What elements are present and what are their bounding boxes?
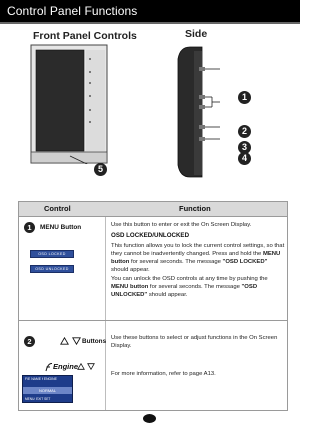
f-engine-logo-icon bbox=[45, 362, 53, 372]
osd-unlocked-image: OSD UNLOCKED bbox=[30, 265, 74, 273]
callout-5: 5 bbox=[94, 163, 107, 176]
callout-4: 4 bbox=[238, 152, 251, 165]
menu-thumb-mode: NORMAL bbox=[23, 387, 72, 394]
front-panel-illustration bbox=[30, 44, 108, 164]
menu-button-intro: Use this button to enter or exit the On Screen Display. bbox=[111, 222, 252, 228]
side-panel-illustration bbox=[172, 45, 230, 180]
page-marker bbox=[143, 414, 156, 423]
engine-up-triangle-icon bbox=[77, 363, 85, 370]
menu-button-label: MENU Button bbox=[40, 224, 82, 231]
down-triangle-icon bbox=[72, 337, 81, 345]
function-column-header: Function bbox=[179, 204, 211, 213]
row-number-2: 2 bbox=[24, 336, 35, 347]
menu-thumb-header: F/E NAME f ENGINE bbox=[25, 377, 57, 381]
osd-lock-subhead: OSD LOCKED/UNLOCKED bbox=[111, 232, 190, 239]
up-triangle-icon bbox=[60, 337, 69, 345]
front-panel-title: Front Panel Controls bbox=[33, 30, 137, 42]
header-rule bbox=[0, 22, 300, 24]
page-title: Control Panel Functions bbox=[7, 4, 138, 18]
row-number-1: 1 bbox=[24, 222, 35, 233]
f-engine-label: Engine bbox=[53, 362, 79, 371]
arrow-buttons-description: Use these buttons to select or adjust functions in the On Screen Display. bbox=[111, 335, 278, 349]
arrow-buttons-label: Buttons bbox=[82, 338, 107, 345]
callout-3: 3 bbox=[238, 141, 251, 154]
f-engine-menu-image bbox=[22, 375, 73, 403]
table-header bbox=[19, 202, 287, 217]
menu-thumb-footer: MENU: EXIT SET bbox=[25, 397, 51, 401]
callout-1: 1 bbox=[238, 91, 251, 104]
row-divider bbox=[19, 320, 287, 321]
control-column-header: Control bbox=[44, 204, 71, 213]
side-title: Side bbox=[185, 28, 208, 40]
column-divider bbox=[105, 217, 106, 410]
engine-down-triangle-icon bbox=[87, 363, 95, 370]
callout-2: 2 bbox=[238, 125, 251, 138]
f-engine-description: For more information, refer to page A13. bbox=[111, 371, 216, 377]
osd-locked-image: OSD LOCKED bbox=[30, 250, 74, 258]
osd-lock-description: This function allows you to lock the current control settings, so that they cannot be inadvertently changed. Press and hold the MENU button for several seconds. The message "OSD LOCKED" should appear. bbox=[111, 243, 285, 273]
osd-unlock-description: You can unlock the OSD controls at any time by pushing the MENU button for several seconds. The message "OSD UNLOCKED" should appear. bbox=[111, 276, 268, 298]
page-header bbox=[0, 0, 300, 24]
